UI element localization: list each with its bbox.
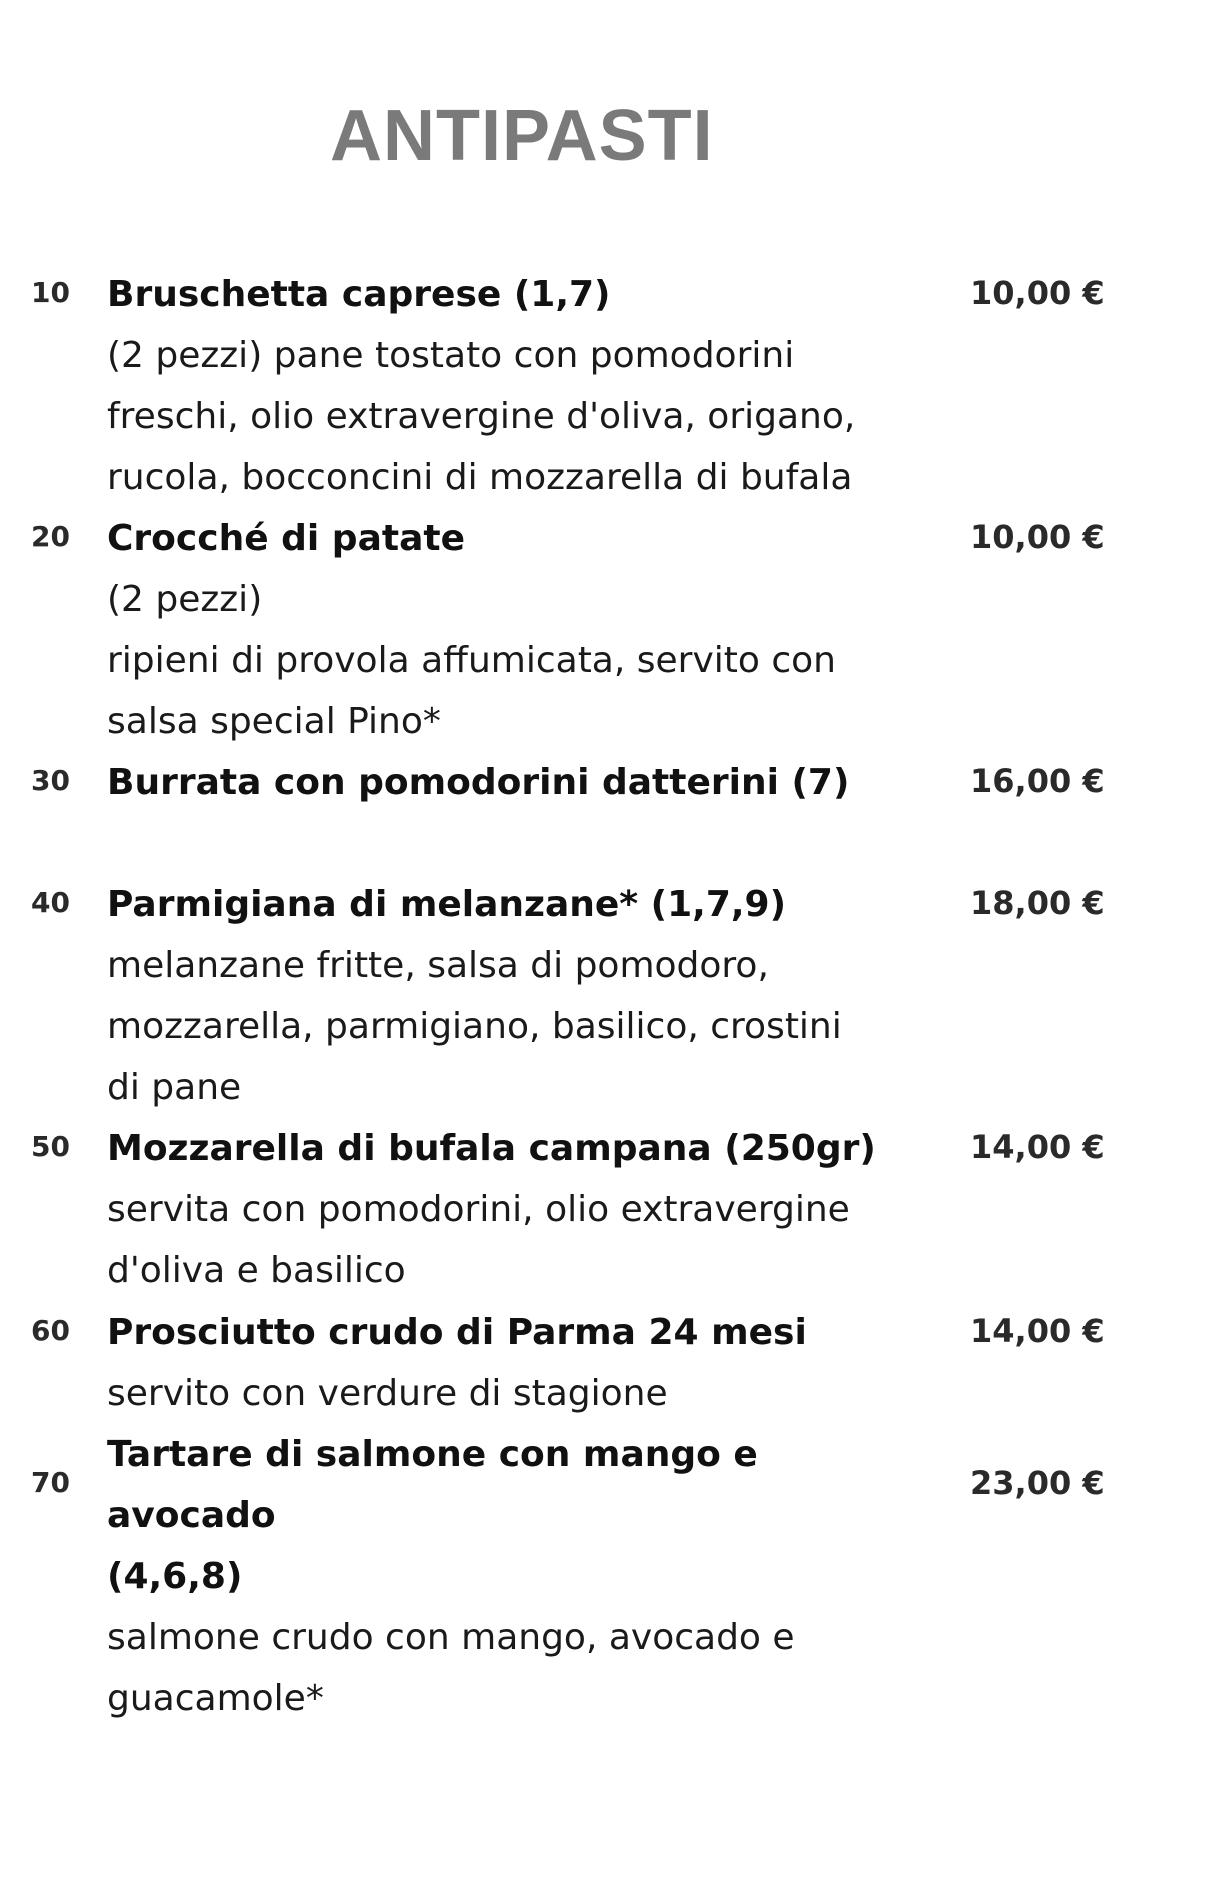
item-desc-line: servita con pomodorini, olio extravergine	[107, 1189, 850, 1230]
item-desc-line: rucola, bocconcini di mozzarella di bufala	[107, 457, 853, 498]
item-desc-line: salsa special Pino*	[107, 701, 441, 742]
item-price: 10,00 €	[970, 518, 1105, 556]
item-price: 18,00 €	[970, 884, 1105, 922]
item-desc-line: d'oliva e basilico	[107, 1250, 406, 1291]
item-name: Bruschetta caprese (1,7)	[107, 274, 611, 315]
item-number: 10	[31, 276, 70, 309]
item-number: 70	[31, 1466, 70, 1499]
item-body	[107, 1118, 907, 1301]
item-body	[107, 1424, 907, 1729]
item-desc-line: freschi, olio extravergine d'oliva, origano,	[107, 396, 856, 437]
item-desc-line: mozzarella, parmigiano, basilico, crostini	[107, 1006, 842, 1047]
item-desc-line: di pane	[107, 1067, 242, 1108]
item-body	[107, 1302, 907, 1424]
item-number: 60	[31, 1314, 70, 1347]
item-body	[107, 752, 907, 813]
page-title: ANTIPASTI	[330, 96, 714, 176]
item-name: Mozzarella di bufala campana (250gr)	[107, 1128, 876, 1169]
item-desc-line: (2 pezzi)	[107, 579, 263, 620]
item-name: Crocché di patate	[107, 518, 465, 559]
item-price: 23,00 €	[970, 1464, 1105, 1502]
item-price: 16,00 €	[970, 762, 1105, 800]
item-number: 40	[31, 886, 70, 919]
item-desc-line: salmone crudo con mango, avocado e	[107, 1617, 795, 1658]
item-body	[107, 264, 907, 508]
item-name: Burrata con pomodorini datterini (7)	[107, 762, 850, 803]
item-price: 14,00 €	[970, 1128, 1105, 1166]
item-desc-line: melanzane fritte, salsa di pomodoro,	[107, 945, 769, 986]
item-desc-line: ripieni di provola affumicata, servito con	[107, 640, 836, 681]
item-body	[107, 508, 907, 752]
item-name: Parmigiana di melanzane* (1,7,9)	[107, 884, 787, 925]
item-number: 50	[31, 1130, 70, 1163]
item-desc-line: servito con verdure di stagione	[107, 1373, 668, 1414]
item-number: 30	[31, 764, 70, 797]
item-body	[107, 874, 907, 1118]
item-desc-line: (2 pezzi) pane tostato con pomodorini	[107, 335, 795, 376]
item-price: 10,00 €	[970, 274, 1105, 312]
item-price: 14,00 €	[970, 1312, 1105, 1350]
item-name: Prosciutto crudo di Parma 24 mesi	[107, 1312, 807, 1353]
item-desc-line: guacamole*	[107, 1678, 324, 1719]
item-name: Tartare di salmone con mango e avocado	[107, 1434, 758, 1536]
item-name: (4,6,8)	[107, 1556, 243, 1597]
item-number: 20	[31, 520, 70, 553]
